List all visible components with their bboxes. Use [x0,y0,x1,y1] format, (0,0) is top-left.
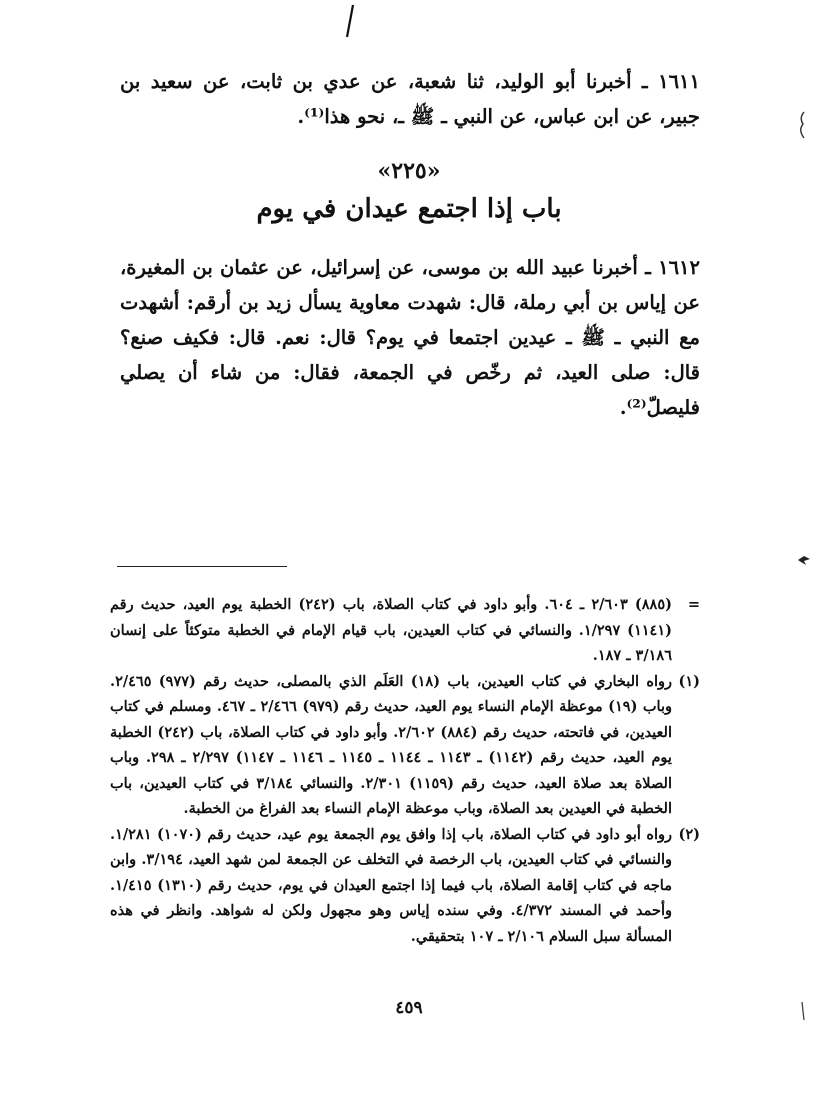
footnotes-block [110,592,700,949]
margin-bracket-mark [795,110,809,140]
footnote-text: رواه أبو داود في كتاب الصلاة، باب إذا وافق يوم الجمعة يوم عيد، حديث رقم (١٠٧٠) ١/٢٨١. والنسائي في كتاب العيدين، باب الرخصة في التخلف عن الجمعة لمن شهد العيد، ٣/١٩٤. وابن ماجه في كتاب إقامة الصلاة، باب فيما إذا اجتمع العيدان في يوم، حديث رقم (١٣١٠) ١/٤١٥. وأحمد في المسند ٤/٣٧٢. وفي سنده إياس وهو مجهول ولكن له شواهد. وانظر في هذه المسألة سبل السلام ٢/١٠٦ ـ ١٠٧ بتحقيقي. [110,825,673,945]
pen-stroke-mark [343,4,357,38]
chapter-title: باب إذا اجتمع عيدان في يوم [256,194,562,224]
footnote-text: رواه البخاري في كتاب العيدين، باب (١٨) العَلَم الذي بالمصلى، حديث رقم (٩٧٧) ٢/٤٦٥. وباب (١٩) موعظة الإمام النساء يوم العيد، حديث رقم (٩٧٩) ٢/٤٦٦ ـ ٤٦٧. ومسلم في كتاب العيدين، في فاتحته، حديث رقم (٨٨٤) ٢/٦٠٢. وأبو داود في كتاب الصلاة، باب (٢٤٢) الخطبة يوم العيد، حديث رقم (١١٤٢) ـ ١١٤٣ ـ ١١٤٤ ـ ١١٤٥ ـ ١١٤٦ ـ ١١٤٧) ٢/٢٩٧ ـ ٢٩٨. وباب الصلاة بعد صلاة العيد، حديث رقم (١١٥٩) ٢/٣٠١. والنسائي ٣/١٨٤ في كتاب العيدين، باب الخطبة في العيدين بعد الصلاة، وباب موعظة الإمام النساء بعد الفراغ من الخطبة. [110,672,672,817]
footnote-text: (٨٨٥) ٢/٦٠٣ ـ ٦٠٤. وأبو داود في كتاب الصلاة، باب (٢٤٢) الخطبة يوم العيد، حديث رقم (١١٤١) ١/٢٩٧. والنسائي في كتاب العيدين، باب قيام الإمام في الخطبة متوكئاً على إنسان ٣/١٨٦ ـ ١٨٧. [110,596,672,664]
page-number: ٤٥٩ [395,998,423,1018]
hadith-1612-text: ١٦١٢ ـ أخبرنا عبيد الله بن موسى، عن إسرائيل، عن عثمان بن المغيرة، عن إياس بن أبي رملة، قال: شهدت معاوية يسأل زيد بن أرقم: أشهدت مع النبي ـ ﷺ ـ عيدين اجتمعا في يوم؟ قال: نعم. قال: فكيف صنع؟ قال: صلى العيد، ثم رخّص في الجمعة، فقال: من شاء أن يصلي فليصلّ⁽²⁾. [120,256,700,419]
footnote-2 [110,822,700,950]
chapter-number: «٢٢٥» [377,158,441,184]
footnote-marker: (٢) [678,825,700,843]
footnote-marker: = [687,596,700,613]
footnote-marker: (١) [678,672,700,690]
hadith-1611-text: ١٦١١ ـ أخبرنا أبو الوليد، ثنا شعبة، عن عدي بن ثابت، عن سعيد بن جبير، عن ابن عباس، عن النبي ـ ﷺ ـ، نحو هذا⁽¹⁾. [120,70,700,128]
margin-blot-mark [796,552,812,568]
footnote-1 [110,669,700,822]
footnote-continuation [110,592,700,669]
footnote-separator [117,566,287,567]
